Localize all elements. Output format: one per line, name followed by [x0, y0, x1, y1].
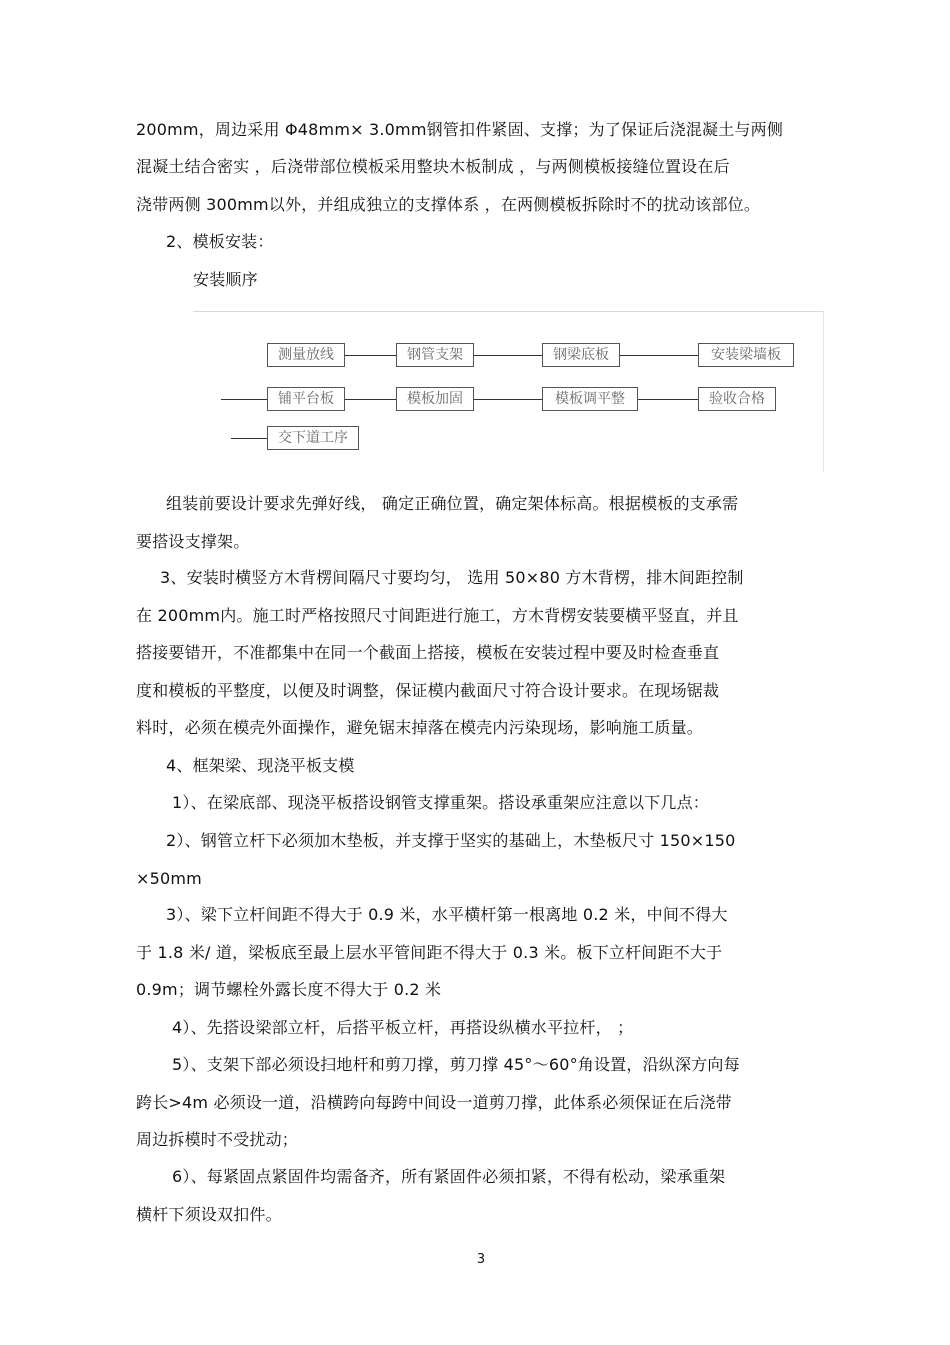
flow-connector [474, 399, 542, 400]
page-number: 3 [476, 1252, 486, 1267]
text-line: 6）、每紧固点紧固件均需备齐，所有紧固件必须扣紧，不得有松动，梁承重架 [172, 1167, 726, 1186]
flow-step-7: 模板调平整 [542, 387, 638, 411]
flow-step-2: 钢管支架 [396, 343, 474, 367]
text-line: 料时，必须在模壳外面操作，避免锯末掉落在模壳内污染现场，影响施工质量。 [136, 718, 704, 737]
flow-connector [221, 399, 267, 400]
subheading: 安装顺序 [193, 270, 258, 289]
text-line: ×50mm [136, 869, 202, 888]
text-line: 横杆下须设双扣件。 [136, 1205, 282, 1224]
text-line: 搭接要错开，不准都集中在同一个截面上搭接，模板在安装过程中要及时检查垂直 [136, 643, 720, 662]
section-heading: 4、框架梁、现浇平板支模 [166, 756, 355, 775]
flow-connector [231, 438, 267, 439]
text-line: 3、安装时横竖方木背楞间隔尺寸要均匀， 选用 50×80 方木背楞，排木间距控制 [160, 568, 744, 587]
text-line: 混凝土结合密实 ，后浇带部位模板采用整块木板制成 ，与两侧模板接缝位置设在后 [136, 157, 730, 176]
text-line: 1）、在梁底部、现浇平板搭设钢管支撑重架。搭设承重架应注意以下几点： [172, 793, 709, 812]
text-line: 周边拆模时不受扰动； [136, 1130, 299, 1149]
text-line: 跨长>4m 必须设一道，沿横跨向每跨中间设一道剪刀撑，此体系必须保证在后浇带 [136, 1093, 732, 1112]
text-line: 0.9m；调节螺栓外露长度不得大于 0.2 米 [136, 980, 442, 999]
text-line: 于 1.8 米/ 道，梁板底至最上层水平管间距不得大于 0.3 米。板下立杆间距不大于 [136, 943, 723, 962]
text-line: 要搭设支撑架。 [136, 532, 250, 551]
text-line: 200mm，周边采用 Φ48mm× 3.0mm钢管扣件紧固、支撑；为了保证后浇混凝土与两侧 [136, 120, 784, 139]
text-line: 3）、梁下立杆间距不得大于 0.9 米，水平横杆第一根离地 0.2 米，中间不得大 [166, 905, 728, 924]
flow-step-9: 交下道工序 [267, 426, 359, 450]
flow-connector [474, 355, 542, 356]
text-line: 浇带两侧 300mm以外，并组成独立的支撑体系 ，在两侧模板拆除时不的扰动该部位。 [136, 195, 761, 214]
installation-sequence-flowchart [193, 311, 824, 472]
text-line: 度和模板的平整度，以便及时调整，保证模内截面尺寸符合设计要求。在现场锯裁 [136, 681, 720, 700]
flow-step-8: 验收合格 [698, 387, 776, 411]
text-line: 5）、支架下部必须设扫地杆和剪刀撑，剪刀撑 45°～60°角设置，沿纵深方向每 [172, 1055, 740, 1074]
flow-step-5: 铺平台板 [267, 387, 345, 411]
text-line: 组装前要设计要求先弹好线， 确定正确位置，确定架体标高。根据模板的支承需 [166, 494, 739, 513]
flow-step-1: 测量放线 [267, 343, 345, 367]
text-line: 在 200mm内。施工时严格按照尺寸间距进行施工，方木背楞安装要横平竖直，并且 [136, 606, 739, 625]
flow-connector [638, 399, 698, 400]
flow-connector [345, 399, 396, 400]
flow-connector [620, 355, 698, 356]
section-heading: 2、模板安装： [166, 232, 274, 251]
flow-step-4: 安装梁墙板 [698, 343, 794, 367]
flow-step-6: 模板加固 [396, 387, 474, 411]
text-line: 4）、先搭设梁部立杆，后搭平板立杆，再搭设纵横水平拉杆， ； [172, 1018, 634, 1037]
flow-connector [345, 355, 396, 356]
flow-step-3: 钢梁底板 [542, 343, 620, 367]
text-line: 2）、钢管立杆下必须加木垫板，并支撑于坚实的基础上，木垫板尺寸 150×150 [166, 831, 736, 850]
